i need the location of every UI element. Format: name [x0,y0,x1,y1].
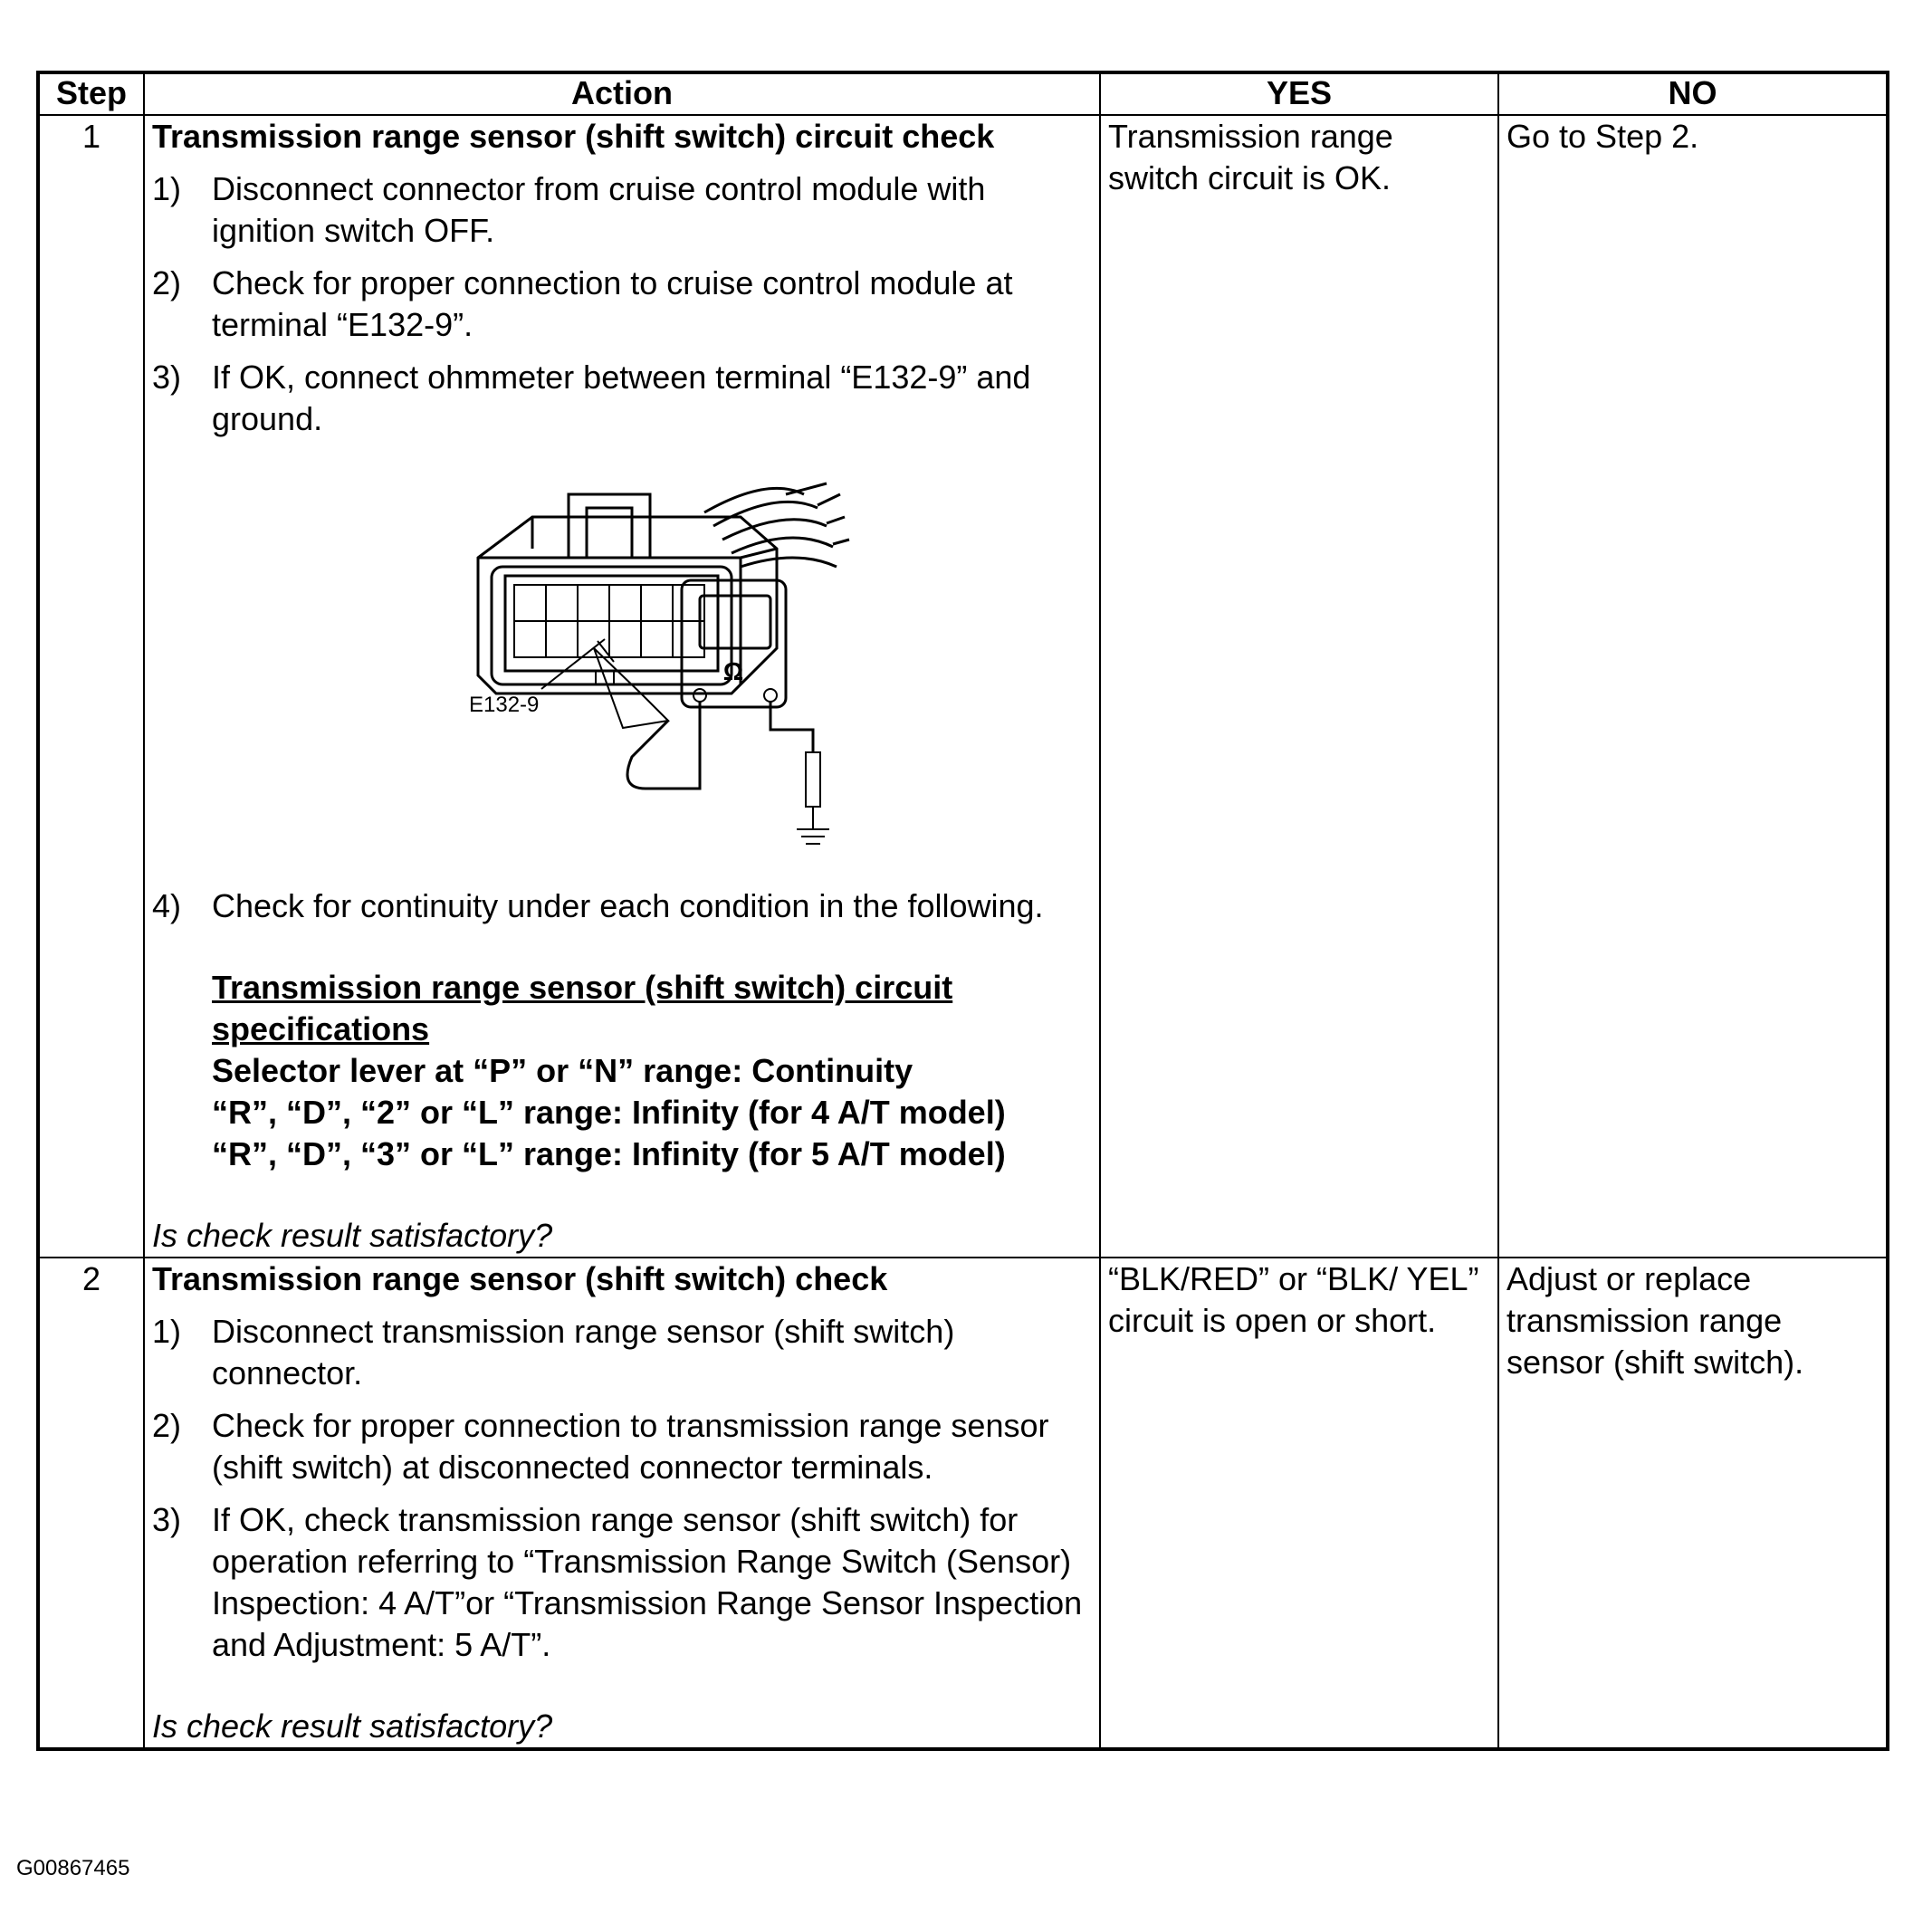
document-reference-code: G00867465 [16,1856,130,1880]
table-row-step-1 [38,115,1888,1258]
ohmmeter-display [700,596,770,648]
table-row-step-2 [38,1258,1888,1749]
spec-line: “R”, “D”, “2” or “L” range: Infinity (for 4 A/T model) [212,1094,1006,1131]
item-number: 3) [152,1501,182,1538]
item-text: Check for continuity under each condition in the following. [212,887,1044,924]
wire [741,558,837,567]
list-item [152,168,1092,252]
spec-line: Selector lever at “P” or “N” range: Continuity [212,1052,913,1089]
step-title: Transmission range sensor (shift switch) check [152,1260,888,1297]
wire-ends [786,483,849,544]
diagnostic-table [36,71,1889,1751]
list-item [152,1499,1092,1666]
header-yes: YES [1100,72,1498,115]
no-cell: Adjust or replace transmission range sensor (shift switch). [1498,1258,1888,1749]
item-number: 2) [152,264,182,301]
diagram-svg [152,440,1094,875]
ohm-symbol: Ω [722,657,744,685]
ohmmeter-terminal-right [764,689,777,702]
list-item [152,263,1092,346]
wire [732,538,833,553]
item-text: Check for proper connection to cruise control module at terminal “E132-9”. [212,264,1013,343]
connector-latch [569,494,650,558]
step-number: 1 [38,115,144,1258]
item-number: 1) [152,170,182,207]
specifications-block [212,967,1092,1175]
list-item [152,1311,1092,1394]
item-text: If OK, connect ohmmeter between terminal “E132-9” and ground. [212,359,1031,437]
item-number: 2) [152,1407,182,1444]
item-text: Disconnect connector from cruise control module with ignition switch OFF. [212,170,986,249]
terminal-label: E132-9 [469,693,540,717]
step-number: 2 [38,1258,144,1749]
ohmmeter-terminal-left [693,689,706,702]
spec-line: “R”, “D”, “3” or “L” range: Infinity (for 5 A/T model) [212,1135,1006,1172]
action-cell [144,1258,1100,1749]
yes-cell: “BLK/RED” or “BLK/ YEL” circuit is open or short. [1100,1258,1498,1749]
ground-symbol [797,807,829,844]
table-header-row [38,72,1888,115]
item-number: 4) [152,887,182,924]
connector-latch-window [587,508,632,558]
test-lead-right [770,702,813,752]
list-item [152,1405,1092,1488]
ground-probe [806,752,820,807]
header-no: NO [1498,72,1888,115]
header-step: Step [38,72,144,115]
step-title: Transmission range sensor (shift switch) circuit check [152,118,995,155]
test-probe [594,648,668,728]
item-number: 3) [152,359,182,396]
yes-cell: Transmission range switch circuit is OK. [1100,115,1498,1258]
pin-grid-lines [514,585,704,657]
header-action: Action [144,72,1100,115]
test-lead-left [627,702,700,789]
item-text: Disconnect transmission range sensor (shift switch) connector. [212,1313,955,1392]
action-cell [144,115,1100,1258]
check-question: Is check result satisfactory? [152,1707,553,1745]
list-item [152,357,1092,440]
list-item [152,885,1092,927]
ohmmeter-connection-diagram [152,440,1092,875]
wire [722,520,827,540]
specifications-heading: Transmission range sensor (shift switch) circuit specifications [212,969,953,1047]
check-question: Is check result satisfactory? [152,1217,553,1254]
item-text: If OK, check transmission range sensor (shift switch) for operation referring to “Transmission Range Switch (Sensor) Inspection: 4 A/T”or “Transmission Range Sensor Inspection and Adjustment: 5 A/T”. [212,1501,1083,1663]
item-number: 1) [152,1313,182,1350]
item-text: Check for proper connection to transmission range sensor (shift switch) at disconnected connector terminals. [212,1407,1049,1486]
no-cell: Go to Step 2. [1498,115,1888,1258]
